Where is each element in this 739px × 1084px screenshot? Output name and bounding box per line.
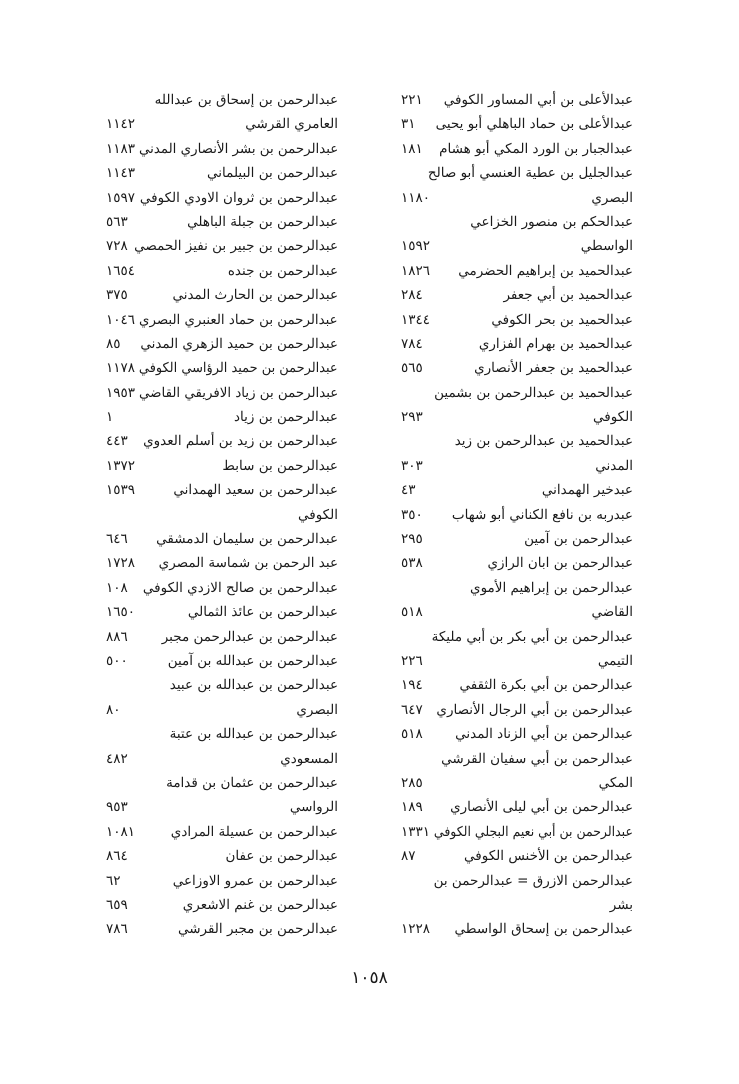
entry-name: عبدالرحمن بن أبي الزناد المدني xyxy=(455,726,633,743)
entry-name: عبدالرحمن بن عبدالله بن عتبة xyxy=(169,726,338,743)
entry-name: الكوفي xyxy=(593,409,633,426)
entry-name: عبدالرحمن بن زياد الافريقي القاضي xyxy=(138,384,338,401)
entry-number: ٨٨٦ xyxy=(106,628,128,645)
index-entry xyxy=(106,844,338,868)
index-entry xyxy=(106,747,338,771)
entry-name: عبدالرحمن بن عمرو الاوزاعي xyxy=(172,872,338,889)
entry-name: البصري xyxy=(591,189,633,206)
index-entry xyxy=(401,332,633,356)
entry-number: ٥٦٥ xyxy=(401,360,423,377)
index-entry xyxy=(106,893,338,917)
entry-name: المدني xyxy=(595,457,633,474)
entry-name: بشر xyxy=(609,896,633,913)
entry-number: ١٨٢٦ xyxy=(401,262,431,279)
index-entry xyxy=(401,454,633,478)
entry-number: ١٣٣١ xyxy=(401,823,431,840)
entry-number: ٣٠٣ xyxy=(401,457,423,474)
entry-name: عبدربه بن نافع الكناني أبو شهاب xyxy=(451,506,633,523)
index-entry xyxy=(401,747,633,771)
entry-number: ٢٩٥ xyxy=(401,531,423,548)
index-entry xyxy=(401,429,633,453)
entry-name: عبدالرحمن بن ابان الرازي xyxy=(487,555,633,572)
entry-name: عبدالرحمن بن مجبر القرشي xyxy=(177,921,338,938)
index-entry xyxy=(106,673,338,697)
index-entry xyxy=(401,698,633,722)
entry-number: ٤٣ xyxy=(401,482,416,499)
index-entry xyxy=(401,600,633,624)
index-entry xyxy=(106,283,338,307)
entry-number: ٦٤٧ xyxy=(401,701,423,718)
entry-name: عبدالرحمن بن عثمان بن قدامة xyxy=(166,774,338,791)
entry-number: ١٦٥٠ xyxy=(106,604,136,621)
entry-name: عبدالرحمن بن إسحاق بن عبدالله xyxy=(154,92,338,108)
entry-name: عبدالأعلى بن حماد الباهلي أبو يحيى xyxy=(435,116,633,133)
entry-name: عبدالرحمن بن إبراهيم الأموي xyxy=(470,579,633,596)
index-entry xyxy=(401,844,633,868)
entry-number: ٦٢ xyxy=(106,872,121,889)
entry-number: ٨٥ xyxy=(106,335,121,352)
entry-name: عبدالرحمن بن بشر الأنصاري المدني xyxy=(138,140,338,157)
index-entry xyxy=(401,405,633,429)
index-entry xyxy=(401,722,633,746)
entry-number: ١٥٣٩ xyxy=(106,482,136,499)
entry-number: ٢٨٤ xyxy=(401,287,423,304)
index-entry xyxy=(401,893,633,917)
entry-number: ١١٤٣ xyxy=(106,165,136,182)
index-entry xyxy=(106,527,338,551)
entry-number: ٢٨٥ xyxy=(401,774,423,791)
entry-name: عبدالرحمن بن حماد العنبري البصري xyxy=(139,311,338,328)
entry-name: الكوفي xyxy=(298,506,338,523)
entry-name: المسعودي xyxy=(280,750,338,767)
entry-name: عبدالحميد بن إبراهيم الحضرمي xyxy=(458,262,633,279)
index-entry xyxy=(401,673,633,697)
entry-name: عبدالرحمن بن جبير بن نفيز الحمصي xyxy=(134,238,338,255)
entry-number: ١١٨٣ xyxy=(106,140,136,157)
entry-name: عبدالرحمن بن جنده xyxy=(227,262,338,279)
index-entry xyxy=(106,795,338,819)
index-entry xyxy=(106,186,338,210)
entry-number: ٧٨٦ xyxy=(106,921,128,938)
index-entry xyxy=(106,308,338,332)
entry-number: ٦٥٩ xyxy=(106,896,128,913)
entry-name: عبدالرحمن بن عبدالله بن آمين xyxy=(167,652,338,669)
index-entry xyxy=(106,356,338,380)
index-entry xyxy=(106,88,338,112)
entry-number: ٨٧ xyxy=(401,848,416,865)
entry-number: ٥١٨ xyxy=(401,726,423,743)
entry-name: عبدالحميد بن عبدالرحمن بن بشمين xyxy=(434,384,633,401)
entry-name: عبدالرحمن بن أبي سفيان القرشي xyxy=(441,750,633,767)
entry-name: عبد الرحمن بن شماسة المصري xyxy=(158,555,338,572)
index-entry xyxy=(401,234,633,258)
entry-number: ١٥٩٢ xyxy=(401,238,431,255)
index-entry xyxy=(401,112,633,136)
index-entry xyxy=(401,478,633,502)
entry-number: ١٢٢٨ xyxy=(401,921,431,938)
entry-name: عبدالرحمن بن سليمان الدمشقي xyxy=(156,531,338,548)
entry-name: العامري القرشي xyxy=(245,116,338,133)
entry-name: عبدالحكم بن منصور الخزاعي xyxy=(470,213,633,230)
entry-number: ١٧٢٨ xyxy=(106,555,136,572)
entry-name: الرواسي xyxy=(289,799,338,816)
entry-name: عبدالرحمن الازرق = عبدالرحمن بن xyxy=(433,872,633,889)
entry-number: ٥٠٠ xyxy=(106,652,128,669)
index-entry xyxy=(106,771,338,795)
entry-name: البصري xyxy=(296,701,338,718)
entry-number: ١٣٤٤ xyxy=(401,311,431,328)
index-entry xyxy=(106,649,338,673)
entry-name: المكي xyxy=(598,774,633,791)
entry-name: عبدالرحمن بن إسحاق الواسطي xyxy=(454,921,633,938)
entry-name: عبدالجبار بن الورد المكي أبو هشام xyxy=(439,140,633,157)
entry-name: عبدالرحمن بن سعيد الهمداني xyxy=(173,482,338,499)
entry-name: عبدالرحمن بن جبلة الباهلي xyxy=(187,213,338,230)
index-entry xyxy=(106,234,338,258)
entry-number: ١٠٤٦ xyxy=(106,311,136,328)
entry-number: ٣٥٠ xyxy=(401,506,423,523)
entry-number: ٨٦٤ xyxy=(106,848,128,865)
index-entry xyxy=(401,381,633,405)
entry-number: ١٦٥٤ xyxy=(106,262,136,279)
index-entry xyxy=(401,88,633,112)
index-entry xyxy=(106,820,338,844)
entry-number: ٨٠ xyxy=(106,701,121,718)
entry-number: ٣٧٥ xyxy=(106,287,128,304)
index-entry xyxy=(106,429,338,453)
index-entry xyxy=(106,869,338,893)
index-entry xyxy=(401,210,633,234)
entry-name: عبدالرحمن بن البيلماني xyxy=(207,165,338,182)
index-entry xyxy=(401,356,633,380)
entry-number: ٢٢١ xyxy=(401,92,423,108)
index-entry xyxy=(401,625,633,649)
entry-number: ١١٨٠ xyxy=(401,189,431,206)
index-entry xyxy=(401,649,633,673)
entry-number: ٩٥٣ xyxy=(106,799,128,816)
entry-name: عبدالرحمن بن سابط xyxy=(222,457,338,474)
entry-name: عبدالحميد بن بحر الكوفي xyxy=(491,311,633,328)
index-column-left xyxy=(106,88,338,942)
index-entry xyxy=(401,308,633,332)
entry-name: عبدالرحمن بن أبي بكرة الثقفي xyxy=(459,677,633,694)
index-entry xyxy=(401,259,633,283)
entry-number: ١٠٨ xyxy=(106,579,128,596)
index-entry xyxy=(106,551,338,575)
entry-number: ٥٣٨ xyxy=(401,555,423,572)
entry-name: عبدالرحمن بن الحارث المدني xyxy=(172,287,338,304)
index-entry xyxy=(106,478,338,502)
index-entry xyxy=(401,551,633,575)
entry-name: عبدالرحمن بن حميد الرؤاسي الكوفي xyxy=(139,360,338,377)
entry-name: عبدالرحمن بن الأخنس الكوفي xyxy=(464,848,633,865)
index-entry xyxy=(106,722,338,746)
index-entry xyxy=(106,625,338,649)
index-entry xyxy=(401,795,633,819)
index-entry xyxy=(106,137,338,161)
entry-name: عبدالرحمن بن عبدالله بن عبيد xyxy=(169,677,338,694)
index-entry xyxy=(106,112,338,136)
entry-number: ١٠٨١ xyxy=(106,823,136,840)
index-entry xyxy=(106,405,338,429)
entry-name: عبدالحميد بن عبدالرحمن بن زيد xyxy=(454,433,633,450)
entry-name: عبدالأعلى بن أبي المساور الكوفي xyxy=(443,92,633,108)
entry-number: ١٨١ xyxy=(401,140,423,157)
entry-name: التيمي xyxy=(597,652,633,669)
entry-name: عبدالرحمن بن زيد بن أسلم العدوي xyxy=(143,433,338,450)
entry-number: ٤٨٢ xyxy=(106,750,128,767)
entry-number: ١ xyxy=(106,409,114,426)
entry-number: ٢٩٣ xyxy=(401,409,423,426)
entry-number: ٤٤٣ xyxy=(106,433,128,450)
entry-name: عبدالرحمن بن عبدالرحمن مجبر xyxy=(161,628,338,645)
entry-number: ١٩٥٣ xyxy=(106,384,136,401)
entry-number: ١١٤٢ xyxy=(106,116,136,133)
index-entry xyxy=(401,186,633,210)
index-entry xyxy=(401,771,633,795)
entry-number: ٢٢٦ xyxy=(401,652,423,669)
index-entry xyxy=(106,332,338,356)
entry-number: ١١٧٨ xyxy=(106,360,136,377)
entry-number: ٣١ xyxy=(401,116,416,133)
index-entry xyxy=(106,454,338,478)
index-entry xyxy=(401,527,633,551)
entry-name: عبدالرحمن بن أبي بكر بن أبي مليكة xyxy=(431,628,633,645)
entry-number: ٥١٨ xyxy=(401,604,423,621)
index-entry xyxy=(106,210,338,234)
entry-number: ١٩٤ xyxy=(401,677,423,694)
entry-name: عبدالرحمن بن زياد xyxy=(234,409,338,426)
index-entry xyxy=(401,869,633,893)
index-entry xyxy=(106,576,338,600)
index-entry xyxy=(106,503,338,527)
index-entry xyxy=(401,161,633,185)
entry-name: القاضي xyxy=(591,604,633,621)
entry-number: ٦٤٦ xyxy=(106,531,128,548)
entry-name: عبدالرحمن بن عسيلة المرادي xyxy=(170,823,338,840)
entry-name: عبدالرحمن بن حميد الزهري المدني xyxy=(140,335,338,352)
index-entry xyxy=(106,381,338,405)
entry-name: عبدخير الهمداني xyxy=(541,482,633,499)
entry-name: عبدالرحمن بن أبي نعيم البجلي الكوفي xyxy=(433,823,633,840)
entry-name: عبدالرحمن بن آمين xyxy=(524,531,633,548)
index-entry xyxy=(106,259,338,283)
index-entry xyxy=(106,600,338,624)
entry-number: ٧٨٤ xyxy=(401,335,423,352)
index-entry xyxy=(401,820,633,844)
page-number: ١٠٥٨ xyxy=(351,968,388,988)
entry-number: ٥٦٣ xyxy=(106,213,128,230)
entry-name: عبدالرحمن بن أبي الرجال الأنصاري xyxy=(436,701,633,718)
entry-number: ١٨٩ xyxy=(401,799,423,816)
index-entry xyxy=(401,283,633,307)
index-column-right xyxy=(401,88,633,942)
index-entry xyxy=(106,161,338,185)
entry-number: ١٥٩٧ xyxy=(106,189,136,206)
index-entry xyxy=(106,917,338,941)
entry-name: الواسطي xyxy=(580,238,633,255)
entry-number: ٧٢٨ xyxy=(106,238,128,255)
entry-name: عبدالرحمن بن عائذ الثمالي xyxy=(187,604,338,621)
index-entry xyxy=(401,137,633,161)
entry-name: عبدالرحمن بن أبي ليلى الأنصاري xyxy=(450,799,633,816)
entry-name: عبدالجليل بن عطية العنسي أبو صالح xyxy=(427,165,633,182)
entry-name: عبدالرحمن بن غنم الاشعري xyxy=(182,896,338,913)
entry-name: عبدالرحمن بن عفان xyxy=(225,848,338,865)
entry-name: عبدالحميد بن جعفر الأنصاري xyxy=(474,360,633,377)
entry-name: عبدالحميد بن أبي جعفر xyxy=(503,287,633,304)
index-entry xyxy=(401,503,633,527)
index-entry xyxy=(106,698,338,722)
entry-name: عبدالحميد بن بهرام الفزاري xyxy=(478,335,633,352)
entry-number: ١٣٧٢ xyxy=(106,457,136,474)
index-entry xyxy=(401,917,633,941)
index-entry xyxy=(401,576,633,600)
entry-name: عبدالرحمن بن ثروان الاودي الكوفي xyxy=(139,189,338,206)
entry-name: عبدالرحمن بن صالح الازدي الكوفي xyxy=(142,579,338,596)
